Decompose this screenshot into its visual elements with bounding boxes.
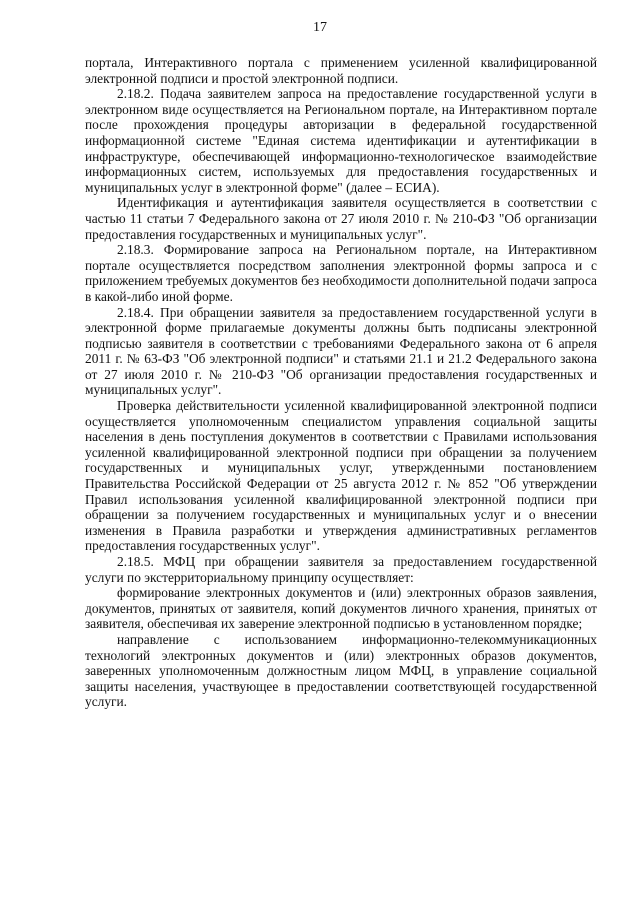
paragraph-2-18-3: 2.18.3. Формирование запроса на Региональном портале, на Интерактивном портале осуществляется посредством заполнения электронной формы запроса и с приложением требуемых документов без необходимости дополнительной подачи запроса в какой-либо иной форме. <box>85 242 597 304</box>
document-body <box>85 55 597 710</box>
paragraph-continuation: портала, Интерактивного портала с применением усиленной квалифицированной электронной подписи и простой электронной подписи. <box>85 55 597 86</box>
paragraph-2-18-4: 2.18.4. При обращении заявителя за предоставлением государственной услуги в электронной форме прилагаемые документы должны быть подписаны электронной подписью заявителя в соответствии с требованиями Федерального закона от 6 апреля 2011 г. № 63-ФЗ "Об электронной подписи" и статьями 21.1 и 21.2 Федерального закона от 27 июля 2010 г. № 210-ФЗ "Об организации предоставления государственных и муниципальных услуг". <box>85 304 597 398</box>
paragraph-signature-check: Проверка действительности усиленной квалифицированной электронной подписи осуществляется уполномоченным специалистом управления социальной защиты населения в день поступления документов в соответствии с Правилами использования усиленной квалифицированной электронной подписи при обращении за получением государственных и муниципальных услуг, утвержденными постановлением Правительства Российской Федерации от 25 августа 2012 г. № 852 "Об утверждении Правил использования усиленной квалифицированной электронной подписи при обращении за получением государственных и муниципальных услуг и о внесении изменения в Правила разработки и утверждения административных регламентов предоставления государственных услуг". <box>85 398 597 554</box>
paragraph-2-18-2: 2.18.2. Подача заявителем запроса на предоставление государственной услуги в электронном виде осуществляется на Региональном портале, на Интерактивном портале после прохождения процедуры авторизации в федеральной государственной информационной системе "Единая система идентификации и аутентификации в инфраструктуре, обеспечивающей информационно-технологическое взаимодействие информационных систем, используемых для предоставления государственных и муниципальных услуг в электронной форме" (далее – ЕСИА). <box>85 86 597 195</box>
page-number: 17 <box>313 20 327 35</box>
paragraph-identification: Идентификация и аутентификация заявителя осуществляется в соответствии с частью 11 статьи 7 Федерального закона от 27 июля 2010 г. № 210-ФЗ "Об организации предоставления государственных и муниципальных услуг". <box>85 195 597 242</box>
paragraph-sending-documents: направление с использованием информационно-телекоммуникационных технологий электронных документов и (или) электронных образов документов, заверенных уполномоченным должностным лицом МФЦ, в управление социальной защиты населения, участвующее в предоставлении соответствующей государственной услуги. <box>85 631 597 710</box>
paragraph-forming-documents: формирование электронных документов и (или) электронных образов заявления, документов, принятых от заявителя, копий документов личного хранения, принятых от заявителя, обеспечивая их заверение электронной подписью в установленном порядке; <box>85 585 597 632</box>
paragraph-2-18-5: 2.18.5. МФЦ при обращении заявителя за предоставлением государственной услуги по экстерриториальному принципу осуществляет: <box>85 554 597 585</box>
